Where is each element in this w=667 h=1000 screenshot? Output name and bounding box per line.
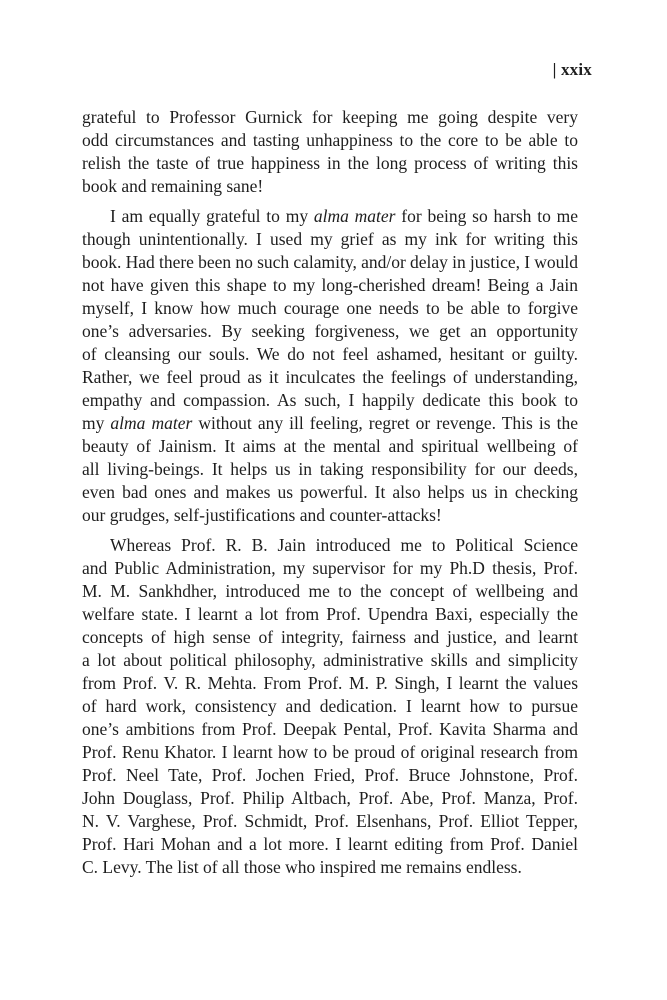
- text-line: of cleansing our souls. We do not feel ashamed, hesitant or guilty.: [82, 344, 578, 364]
- text-line: Prof. Renu Khator. I learnt how to be proud of original research from: [82, 742, 578, 762]
- text-line: I am equally grateful to my alma mater for being so harsh to me: [110, 206, 579, 226]
- text-line: even bad ones and makes us powerful. It also helps us in checking: [82, 482, 578, 502]
- text-line: Prof. Hari Mohan and a lot more. I learnt editing from Prof. Daniel: [82, 834, 578, 854]
- text-line: relish the taste of true happiness in the long process of writing this: [82, 153, 578, 173]
- text-line: welfare state. I learnt a lot from Prof. Upendra Baxi, especially the: [82, 604, 578, 624]
- text-line: beauty of Jainism. It aims at the mental and spiritual wellbeing of: [82, 436, 578, 456]
- text-line: one’s ambitions from Prof. Deepak Pental, Prof. Kavita Sharma and: [82, 719, 578, 739]
- text-line: concepts of high sense of integrity, fairness and justice, and learnt: [82, 627, 578, 647]
- text-line: empathy and compassion. As such, I happily dedicate this book to: [82, 390, 578, 410]
- text-line: Whereas Prof. R. B. Jain introduced me to Political Science: [110, 535, 578, 555]
- text-line: our grudges, self-justifications and counter-attacks!: [82, 505, 442, 525]
- text-line: John Douglass, Prof. Philip Altbach, Prof. Abe, Prof. Manza, Prof.: [82, 788, 578, 808]
- text-line: one’s adversaries. By seeking forgiveness, we get an opportunity: [82, 321, 578, 341]
- text-line: all living-beings. It helps us in taking responsibility for our deeds,: [82, 459, 578, 479]
- text-line: grateful to Professor Gurnick for keeping me going despite very: [82, 107, 578, 127]
- page-body: [82, 106, 578, 879]
- page-number: | xxix: [552, 60, 592, 79]
- text-line: my alma mater without any ill feeling, regret or revenge. This is the: [82, 413, 578, 433]
- paragraph-3: [82, 534, 578, 879]
- text-line: a lot about political philosophy, administrative skills and simplicity: [82, 650, 578, 670]
- text-line: odd circumstances and tasting unhappiness to the core to be able to: [82, 130, 578, 150]
- text-line: myself, I know how much courage one needs to be able to forgive: [82, 298, 578, 318]
- text-line: book. Had there been no such calamity, and/or delay in justice, I would: [82, 252, 578, 272]
- text-line: though unintentionally. I used my grief as my ink for writing this: [82, 229, 578, 249]
- text-line: not have given this shape to my long-cherished dream! Being a Jain: [82, 275, 578, 295]
- text-line: C. Levy. The list of all those who inspired me remains endless.: [82, 857, 522, 877]
- text-line: N. V. Varghese, Prof. Schmidt, Prof. Elsenhans, Prof. Elliot Tepper,: [82, 811, 578, 831]
- paragraph-2: [82, 205, 578, 527]
- text-line: Prof. Neel Tate, Prof. Jochen Fried, Prof. Bruce Johnstone, Prof.: [82, 765, 578, 785]
- paragraph-1: [82, 106, 578, 198]
- page-header: [553, 60, 592, 80]
- text-line: Rather, we feel proud as it inculcates the feelings of understanding,: [82, 367, 578, 387]
- text-line: and Public Administration, my supervisor for my Ph.D thesis, Prof.: [82, 558, 578, 578]
- text-line: book and remaining sane!: [82, 176, 264, 196]
- text-line: from Prof. V. R. Mehta. From Prof. M. P. Singh, I learnt the values: [82, 673, 578, 693]
- text-line: M. M. Sankhdher, introduced me to the concept of wellbeing and: [82, 581, 578, 601]
- text-line: of hard work, consistency and dedication. I learnt how to pursue: [82, 696, 578, 716]
